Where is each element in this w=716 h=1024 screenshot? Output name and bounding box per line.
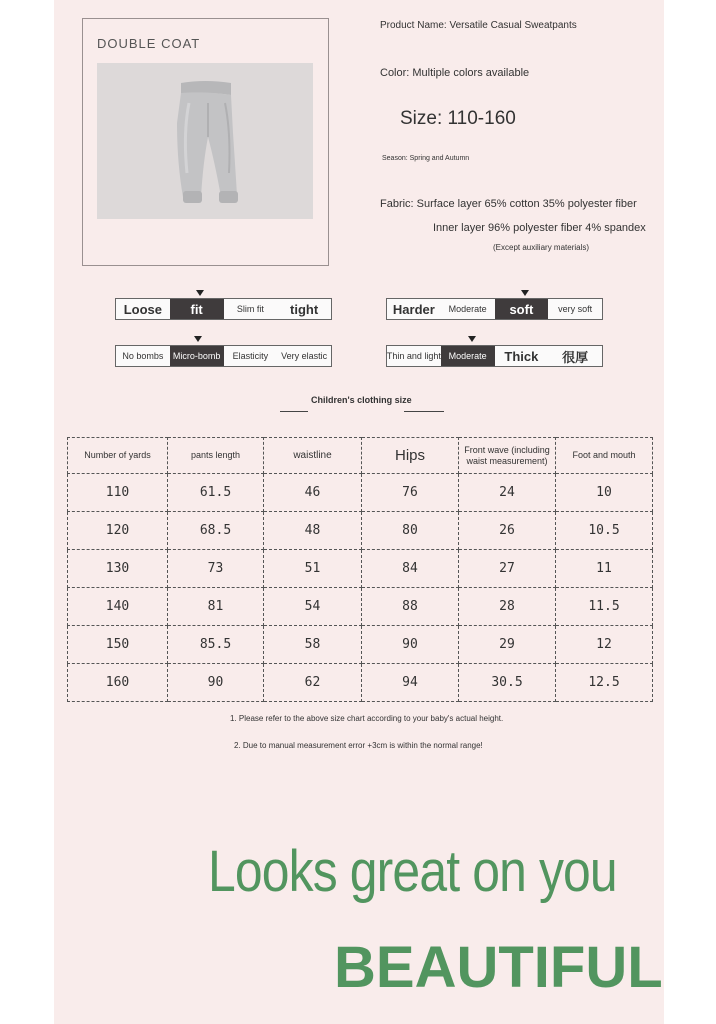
product-season: Season: Spring and Autumn: [382, 155, 470, 162]
column-header: Number of yards: [68, 438, 168, 474]
table-cell: 27: [459, 550, 556, 588]
fit-option: Slim fit: [236, 304, 264, 314]
table-cell: 12: [556, 626, 653, 664]
table-cell: 30.5: [459, 664, 556, 702]
fit-marker-icon: [196, 290, 204, 296]
table-cell: 110: [68, 474, 168, 512]
table-cell: 10.5: [556, 512, 653, 550]
table-cell: 150: [68, 626, 168, 664]
elasticity-option: Elasticity: [232, 351, 269, 361]
table-cell: 11.5: [556, 588, 653, 626]
table-cell: 68.5: [168, 512, 264, 550]
table-cell: 76: [362, 474, 459, 512]
table-cell: 84: [362, 550, 459, 588]
elasticity-option: No bombs: [122, 351, 164, 361]
softness-option: Moderate: [448, 304, 487, 314]
product-image: [97, 63, 313, 219]
title-divider-left: [280, 411, 308, 412]
table-cell: 94: [362, 664, 459, 702]
title-divider-right: [404, 411, 444, 412]
softness-scale: [386, 298, 603, 320]
elasticity-option: Very elastic: [281, 351, 328, 361]
column-header: Foot and mouth: [556, 438, 653, 474]
table-cell: 73: [168, 550, 264, 588]
thickness-option: 很厚: [562, 349, 589, 365]
softness-option-selected: soft: [495, 299, 549, 319]
column-header: Front wave (including waist measurement): [459, 438, 556, 474]
table-row: [68, 664, 653, 702]
table-cell: 130: [68, 550, 168, 588]
thickness-option-selected: Moderate: [441, 346, 495, 366]
table-cell: 90: [362, 626, 459, 664]
fit-scale: [115, 298, 332, 320]
thickness-option: Thin and light: [387, 351, 441, 361]
table-cell: 62: [264, 664, 362, 702]
elasticity-marker-icon: [194, 336, 202, 342]
slogan-text: Looks great on you: [208, 839, 617, 904]
note-1: 1. Please refer to the above size chart according to your baby's actual height.: [230, 714, 504, 723]
table-cell: 61.5: [168, 474, 264, 512]
thickness-option: Thick: [504, 348, 539, 364]
table-cell: 81: [168, 588, 264, 626]
fit-option: tight: [290, 301, 319, 317]
product-name: Product Name: Versatile Casual Sweatpants: [380, 20, 577, 31]
table-cell: 80: [362, 512, 459, 550]
sweatpants-image: [97, 63, 313, 219]
table-cell: 12.5: [556, 664, 653, 702]
table-cell: 90: [168, 664, 264, 702]
column-header: waistline: [264, 438, 362, 474]
table-row: [68, 512, 653, 550]
thickness-scale: [386, 345, 603, 367]
column-header: Hips: [362, 438, 459, 474]
table-cell: 10: [556, 474, 653, 512]
table-cell: 88: [362, 588, 459, 626]
table-cell: 58: [264, 626, 362, 664]
elasticity-option-selected: Micro-bomb: [170, 346, 224, 366]
table-row: [68, 588, 653, 626]
product-size: Size: 110-160: [400, 108, 516, 129]
table-cell: 48: [264, 512, 362, 550]
table-cell: 54: [264, 588, 362, 626]
brand-label: DOUBLE COAT: [97, 36, 201, 51]
product-color: Color: Multiple colors available: [380, 67, 530, 79]
size-table: [67, 437, 653, 702]
table-cell: 160: [68, 664, 168, 702]
fabric-line-2: Inner layer 96% polyester fiber 4% spandex: [433, 222, 646, 234]
table-row: [68, 474, 653, 512]
fabric-line-3: (Except auxiliary materials): [493, 243, 590, 252]
table-row: [68, 626, 653, 664]
softness-option: very soft: [558, 304, 593, 314]
elasticity-scale: [115, 345, 332, 367]
table-header-row: [68, 438, 653, 474]
note-2: 2. Due to manual measurement error +3cm is within the normal range!: [234, 741, 483, 750]
size-chart-title: Children's clothing size: [311, 395, 412, 405]
fit-option-selected: fit: [170, 299, 224, 319]
table-cell: 140: [68, 588, 168, 626]
fit-option: Loose: [123, 301, 163, 317]
column-header: pants length: [168, 438, 264, 474]
table-cell: 28: [459, 588, 556, 626]
table-cell: 29: [459, 626, 556, 664]
product-card: [82, 18, 329, 266]
table-cell: 24: [459, 474, 556, 512]
table-cell: 51: [264, 550, 362, 588]
table-cell: 120: [68, 512, 168, 550]
table-cell: 11: [556, 550, 653, 588]
softness-option: Harder: [392, 301, 435, 317]
slogan-beautiful: BEAUTIFUL: [334, 935, 663, 1000]
softness-marker-icon: [521, 290, 529, 296]
thickness-marker-icon: [468, 336, 476, 342]
table-cell: 46: [264, 474, 362, 512]
table-cell: 85.5: [168, 626, 264, 664]
fabric-line-1: Fabric: Surface layer 65% cotton 35% polyester fiber: [380, 198, 637, 210]
table-cell: 26: [459, 512, 556, 550]
table-row: [68, 550, 653, 588]
